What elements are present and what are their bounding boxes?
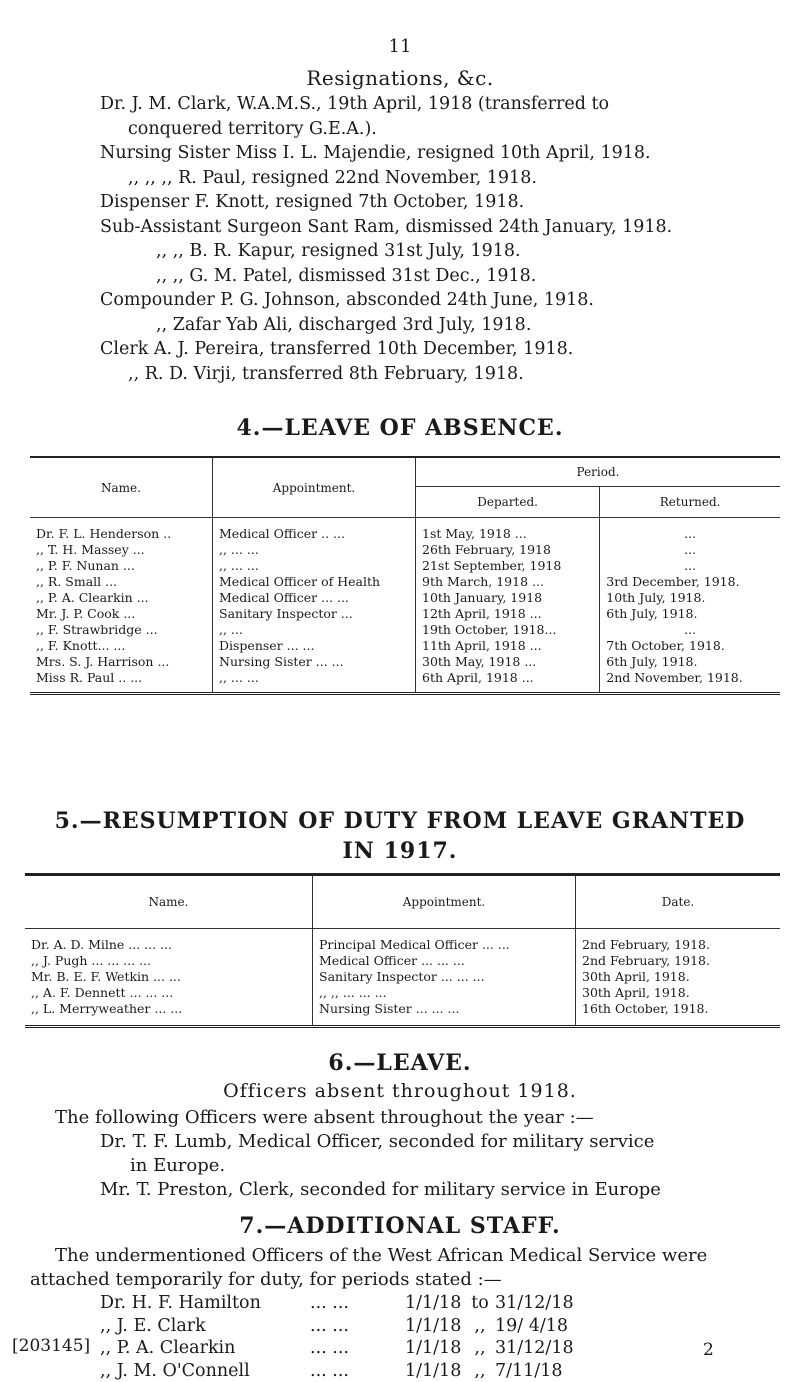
resignation-line: Sub-Assistant Surgeon Sant Ram, dismissed 24th January, 1918. (100, 215, 672, 240)
cell-date: 2nd February, 1918. (576, 937, 781, 953)
staff-from: 1/1/18 (405, 1315, 465, 1338)
staff-to: 31/12/18 (495, 1293, 574, 1313)
list-item (100, 1337, 574, 1360)
cell-date: 30th April, 1918. (576, 969, 781, 985)
additional-staff-heading: 7.—ADDITIONAL STAFF. (0, 1213, 800, 1239)
staff-to: 31/12/18 (495, 1338, 574, 1358)
cell-departed: 21st September, 1918 (416, 558, 600, 574)
resumption-heading-line1: 5.—RESUMPTION OF DUTY FROM LEAVE GRANTED (0, 806, 800, 836)
leave-of-absence-heading: 4.—LEAVE OF ABSENCE. (0, 415, 800, 441)
additional-staff-intro-line: The undermentioned Officers of the West African Medical Service were (30, 1244, 780, 1268)
cell-returned: 6th July, 1918. (600, 654, 780, 670)
cell-name: ,, L. Merryweather ... ... (25, 1001, 313, 1017)
cell-appointment: Nursing Sister ... ... ... (313, 1001, 576, 1017)
cell-appointment: Sanitary Inspector ... (213, 606, 416, 622)
resumption-heading (0, 806, 800, 866)
col-period: Period. (416, 457, 781, 487)
resumption-heading-line2: IN 1917. (0, 836, 800, 866)
leave-item: in Europe. (30, 1154, 780, 1178)
cell-returned: ... (600, 622, 780, 638)
staff-sep: ,, (465, 1337, 495, 1360)
cell-appointment: Principal Medical Officer ... ... (313, 937, 576, 953)
print-code: [203145] (12, 1336, 90, 1356)
signature-mark: 2 (703, 1340, 714, 1360)
cell-appointment: Medical Officer .. ... (213, 526, 416, 542)
leave-heading: 6.—LEAVE. (0, 1050, 800, 1076)
table-row (25, 969, 780, 985)
cell-appointment: Medical Officer ... ... (213, 590, 416, 606)
cell-appointment: ,, ... ... (213, 558, 416, 574)
staff-sep: ,, (465, 1360, 495, 1382)
cell-appointment: ,, ... ... (213, 542, 416, 558)
cell-name: ,, T. H. Massey ... (30, 542, 213, 558)
cell-returned: 7th October, 1918. (600, 638, 780, 654)
cell-departed: 26th February, 1918 (416, 542, 600, 558)
cell-name: ,, F. Strawbridge ... (30, 622, 213, 638)
staff-sep: to (465, 1292, 495, 1315)
col-appointment: Appointment. (313, 875, 576, 929)
table-row (25, 953, 780, 969)
cell-name: Mr. J. P. Cook ... (30, 606, 213, 622)
cell-departed: 6th April, 1918 ... (416, 670, 600, 686)
staff-from: 1/1/18 (405, 1337, 465, 1360)
resignation-line: ,, Zafar Yab Ali, discharged 3rd July, 1918. (100, 313, 672, 338)
table-row (30, 622, 780, 638)
cell-appointment: ,, ,, ... ... ... (313, 985, 576, 1001)
table-row (30, 558, 780, 574)
cell-name: Dr. A. D. Milne ... ... ... (25, 937, 313, 953)
cell-name: Miss R. Paul .. ... (30, 670, 213, 686)
col-appointment: Appointment. (213, 457, 416, 518)
cell-returned: ... (600, 526, 780, 542)
cell-departed: 9th March, 1918 ... (416, 574, 600, 590)
col-date: Date. (576, 875, 781, 929)
staff-to: 19/ 4/18 (495, 1316, 568, 1336)
resignation-line: ,, ,, G. M. Patel, dismissed 31st Dec., 1918. (100, 264, 672, 289)
staff-to: 7/11/18 (495, 1361, 562, 1381)
leave-paragraph (30, 1106, 780, 1202)
resignation-line: Clerk A. J. Pereira, transferred 10th December, 1918. (100, 337, 672, 362)
resignations-list (100, 92, 672, 386)
cell-departed: 10th January, 1918 (416, 590, 600, 606)
leave-intro: The following Officers were absent throughout the year :— (30, 1106, 780, 1130)
cell-name: Mrs. S. J. Harrison ... (30, 654, 213, 670)
cell-name: ,, P. F. Nunan ... (30, 558, 213, 574)
leave-subheading: Officers absent throughout 1918. (0, 1080, 800, 1102)
additional-staff-list (100, 1292, 574, 1382)
additional-staff-intro-line: attached temporarily for duty, for periods stated :— (30, 1268, 780, 1292)
cell-name: Mr. B. E. F. Wetkin ... ... (25, 969, 313, 985)
leave-of-absence-table (30, 456, 780, 695)
cell-returned: ... (600, 542, 780, 558)
list-item (100, 1360, 574, 1382)
cell-returned: ... (600, 558, 780, 574)
cell-returned: 2nd November, 1918. (600, 670, 780, 686)
cell-name: ,, P. A. Clearkin ... (30, 590, 213, 606)
cell-departed: 1st May, 1918 ... (416, 526, 600, 542)
staff-name: ,, J. E. Clark (100, 1315, 310, 1338)
cell-departed: 19th October, 1918... (416, 622, 600, 638)
cell-returned: 10th July, 1918. (600, 590, 780, 606)
staff-dots: ... ... (310, 1315, 405, 1338)
cell-appointment: ,, ... (213, 622, 416, 638)
staff-name: ,, P. A. Clearkin (100, 1337, 310, 1360)
staff-dots: ... ... (310, 1292, 405, 1315)
leave-item: Mr. T. Preston, Clerk, seconded for military service in Europe (30, 1178, 780, 1202)
list-item (100, 1315, 574, 1338)
resignations-heading: Resignations, &c. (0, 66, 800, 90)
table-row (30, 590, 780, 606)
cell-name: Dr. F. L. Henderson .. (30, 526, 213, 542)
table-row (25, 1001, 780, 1017)
staff-dots: ... ... (310, 1337, 405, 1360)
table-row (25, 985, 780, 1001)
resignation-line: Compounder P. G. Johnson, absconded 24th June, 1918. (100, 288, 672, 313)
col-name: Name. (30, 457, 213, 518)
staff-sep: ,, (465, 1315, 495, 1338)
cell-name: ,, J. Pugh ... ... ... ... (25, 953, 313, 969)
cell-appointment: Nursing Sister ... ... (213, 654, 416, 670)
table-row (30, 638, 780, 654)
table-row (30, 526, 780, 542)
cell-date: 2nd February, 1918. (576, 953, 781, 969)
cell-name: ,, R. Small ... (30, 574, 213, 590)
resignation-line: conquered territory G.E.A.). (100, 117, 672, 142)
staff-name: Dr. H. F. Hamilton (100, 1292, 310, 1315)
resignation-line: Dispenser F. Knott, resigned 7th October, 1918. (100, 190, 672, 215)
resignation-line: Nursing Sister Miss I. L. Majendie, resigned 10th April, 1918. (100, 141, 672, 166)
page-number: 11 (0, 36, 800, 57)
staff-from: 1/1/18 (405, 1292, 465, 1315)
staff-name: ,, J. M. O'Connell (100, 1360, 310, 1382)
resignation-line: ,, ,, ,, R. Paul, resigned 22nd November, 1918. (100, 166, 672, 191)
cell-name: ,, F. Knott... ... (30, 638, 213, 654)
table-row (30, 654, 780, 670)
col-name: Name. (25, 875, 313, 929)
cell-appointment: Medical Officer ... ... ... (313, 953, 576, 969)
cell-date: 30th April, 1918. (576, 985, 781, 1001)
staff-from: 1/1/18 (405, 1360, 465, 1382)
resignation-line: Dr. J. M. Clark, W.A.M.S., 19th April, 1918 (transferred to (100, 92, 672, 117)
table-row (30, 606, 780, 622)
resignation-line: ,, ,, B. R. Kapur, resigned 31st July, 1918. (100, 239, 672, 264)
cell-name: ,, A. F. Dennett ... ... ... (25, 985, 313, 1001)
col-returned: Returned. (600, 487, 780, 518)
cell-date: 16th October, 1918. (576, 1001, 781, 1017)
cell-appointment: Dispenser ... ... (213, 638, 416, 654)
table-row (30, 574, 780, 590)
cell-appointment: Sanitary Inspector ... ... ... (313, 969, 576, 985)
cell-appointment: ,, ... ... (213, 670, 416, 686)
cell-departed: 30th May, 1918 ... (416, 654, 600, 670)
staff-dots: ... ... (310, 1360, 405, 1382)
resignation-line: ,, R. D. Virji, transferred 8th February, 1918. (100, 362, 672, 387)
resumption-table (25, 873, 780, 1028)
cell-departed: 11th April, 1918 ... (416, 638, 600, 654)
table-row (30, 542, 780, 558)
table-row (30, 670, 780, 686)
cell-departed: 12th April, 1918 ... (416, 606, 600, 622)
cell-returned: 6th July, 1918. (600, 606, 780, 622)
table-row (25, 937, 780, 953)
cell-appointment: Medical Officer of Health (213, 574, 416, 590)
cell-returned: 3rd December, 1918. (600, 574, 780, 590)
leave-item: Dr. T. F. Lumb, Medical Officer, seconded for military service (30, 1130, 780, 1154)
additional-staff-intro (30, 1244, 780, 1292)
col-departed: Departed. (416, 487, 600, 518)
list-item (100, 1292, 574, 1315)
